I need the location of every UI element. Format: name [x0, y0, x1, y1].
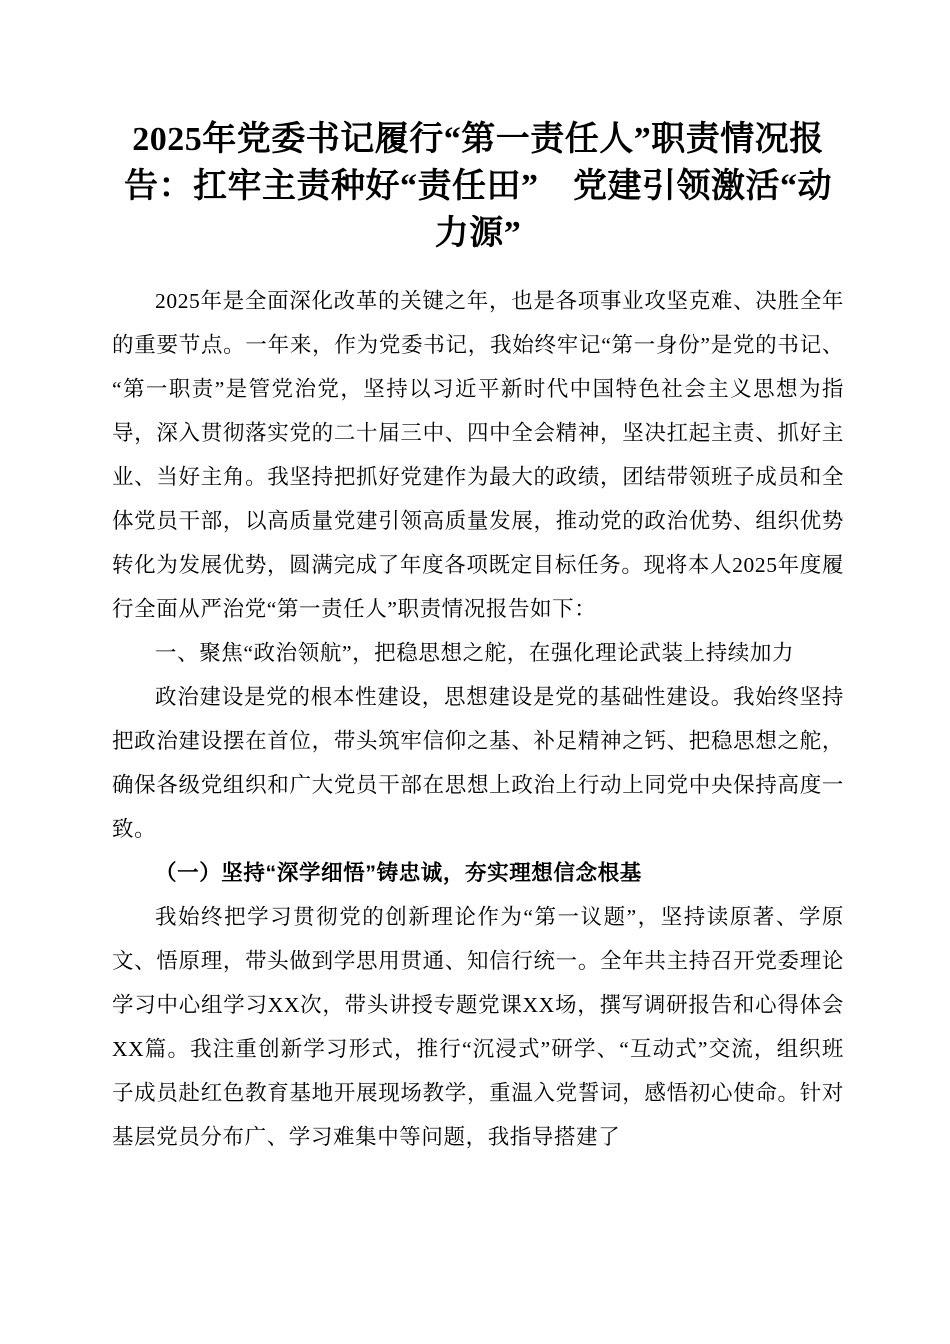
paragraph-5-body: 我始终把学习贯彻党的创新理论作为“第一议题”，坚持读原著、学原文、悟原理，带头做到学思用贯通、知信行统一。全年共主持召开党委理论学习中心组学习XX次，带头讲授专题党课XX场，撰写调研报告和心得体会XX篇。我注重创新学习形式，推行“沉浸式”研学、“互动式”交流，组织班子成员赴红色教育基地开展现场教学，重温入党誓词，感悟初心使命。针对基层党员分布广、学习难集中等问题，我指导搭建了 [112, 905, 844, 1149]
paragraph-3-body: 政治建设是党的根本性建设，思想建设是党的基础性建设。我始终坚持把政治建设摆在首位，带头筑牢信仰之基、补足精神之钙、把稳思想之舵，确保各级党组织和广大党员干部在思想上政治上行动上同党中央保持高度一致。 [112, 685, 844, 841]
document-body [112, 279, 844, 1159]
paragraph-2-section-heading: 一、聚焦“政治领航”，把稳思想之舵，在强化理论武装上持续加力 [155, 641, 795, 665]
paragraph-4-sub-heading-bold: （一）坚持“深学细悟”铸忠诚，夯实理想信念根基 [155, 861, 642, 885]
document-title: 2025年党委书记履行“第一责任人”职责情况报告：扛牢主责种好“责任田” 党建引领激活“动力源” [124, 121, 832, 252]
paragraph-1-body: 2025年是全面深化改革的关键之年，也是各项事业攻坚克难、决胜全年的重要节点。一年来，作为党委书记，我始终牢记“第一身份”是党的书记、“第一职责”是管党治党，坚持以习近平新时代中国特色社会主义思想为指导，深入贯彻落实党的二十届三中、四中全会精神，坚决扛起主责、抓好主业、当好主角。我坚持把抓好党建作为最大的政绩，团结带领班子成员和全体党员干部，以高质量党建引领高质量发展，推动党的政治优势、组织优势转化为发展优势，圆满完成了年度各项既定目标任务。现将本人2025年度履行全面从严治党“第一责任人”职责情况报告如下： [112, 289, 844, 621]
